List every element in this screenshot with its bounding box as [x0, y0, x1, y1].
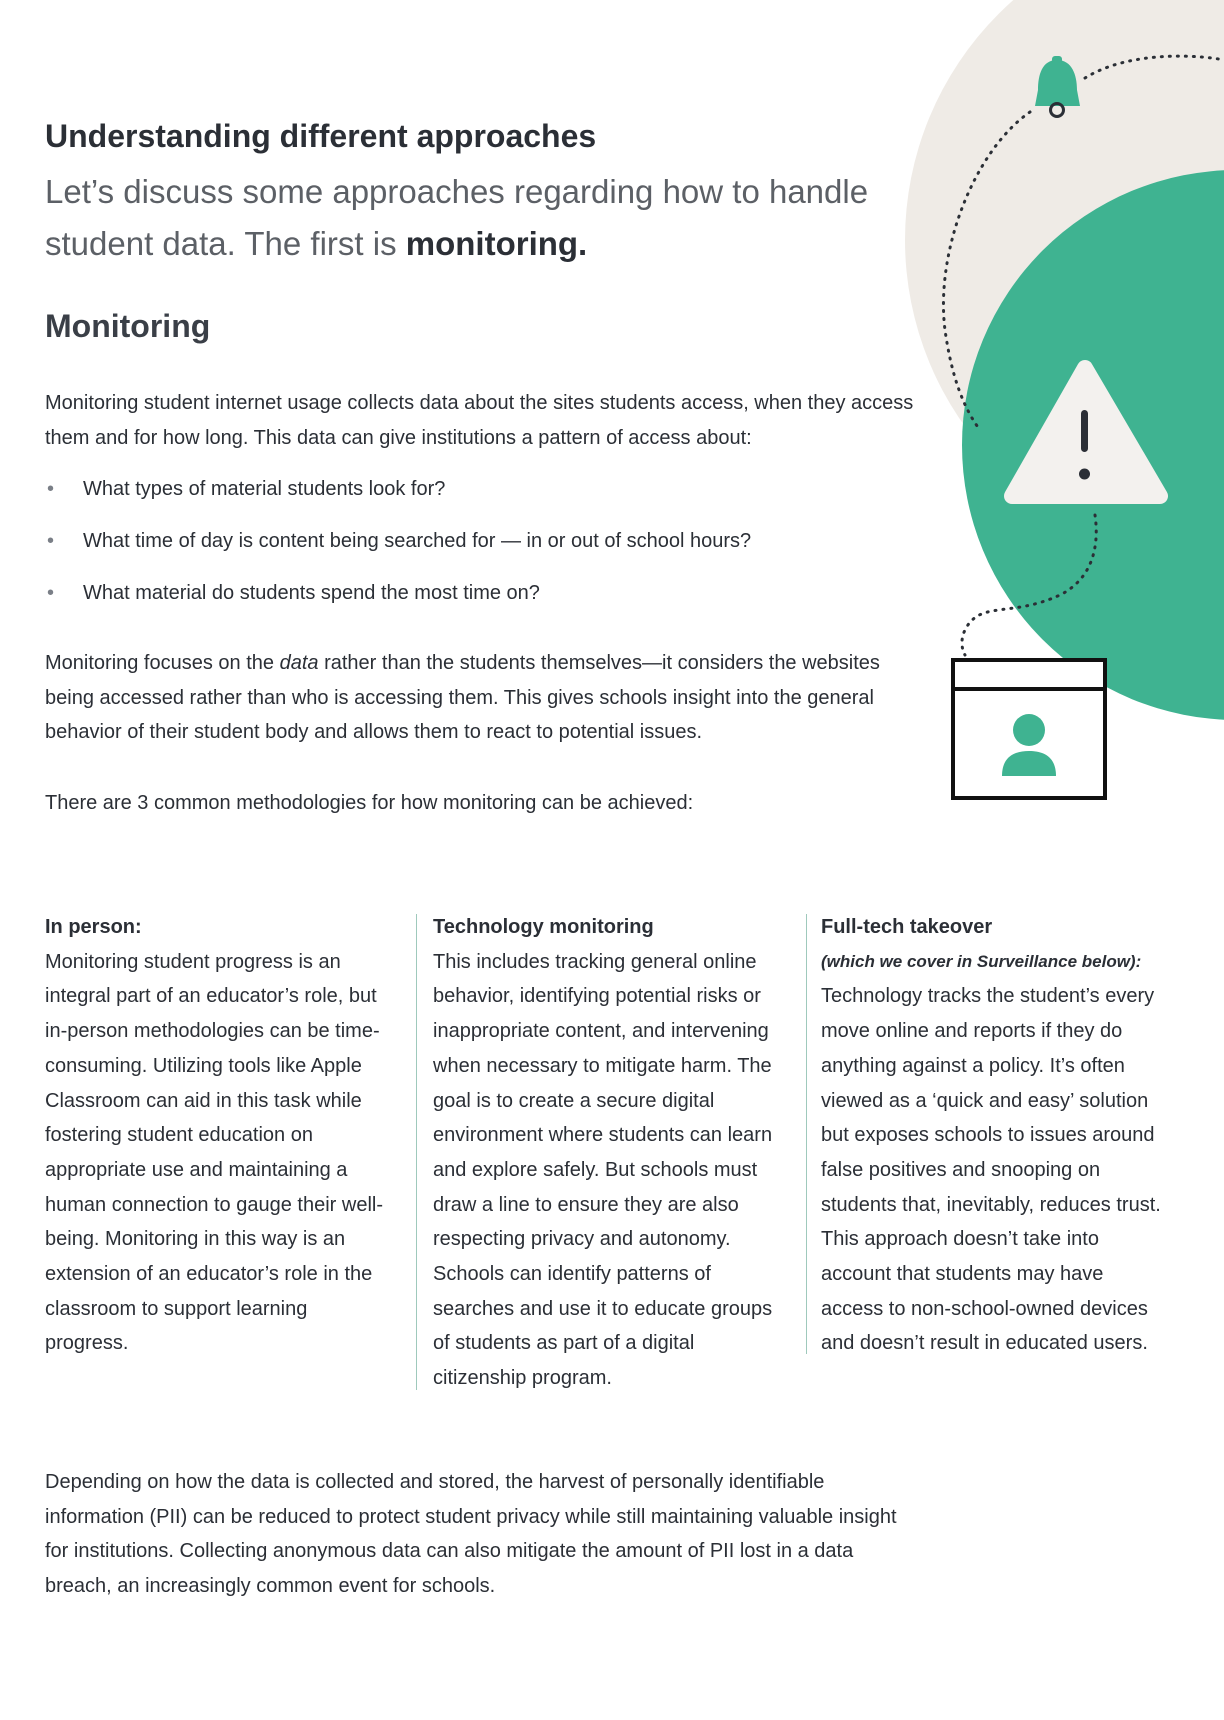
column-heading: In person: — [45, 916, 142, 938]
intro-text: Let’s discuss some approaches regarding how to handle student data. The first is monitoring. — [45, 173, 869, 262]
paragraph-monitoring-intro: Monitoring student internet usage collects data about the sites students access, when they access them and for how long. This data can give institutions a pattern of access about: — [45, 392, 914, 449]
bullet-item: • What types of material students look for? — [45, 472, 751, 506]
user-window-icon — [953, 660, 1105, 798]
column-divider — [806, 914, 807, 1354]
section-heading: Monitoring — [45, 308, 211, 344]
page-title: Understanding different approaches — [45, 118, 597, 154]
column-subheading: (which we cover in Surveillance below): — [821, 951, 1142, 971]
paragraph-methodologies: There are 3 common methodologies for how monitoring can be achieved: — [45, 792, 694, 814]
intro-bold: monitoring. — [405, 225, 588, 262]
italic-data-word: data — [279, 652, 319, 674]
bullet-list — [45, 472, 751, 628]
bullet-dot-icon: • — [47, 478, 55, 500]
column-in-person — [45, 910, 395, 1361]
paragraph-data-focus: Monitoring focuses on the data rather than the students themselves—it considers the websites being accessed rather than who is accessing them. This gives schools insight into the general behavior of their student body and allows them to react to potential issues. — [45, 652, 880, 743]
bullet-dot-icon: • — [47, 582, 55, 604]
bullet-dot-icon: • — [47, 530, 55, 552]
column-body: Monitoring student progress is an integral part of an educator’s role, but in-person methodologies can be time-consuming. Utilizing tools like Apple Classroom can aid in this task while fostering student education on appropriate use and maintaining a human connection to gauge their well-being. Monitoring in this way is an extension of an educator’s role in the classroom to support learning progress. — [45, 950, 383, 1355]
column-body: This includes tracking general online behavior, identifying potential risks or inappropriate content, and intervening when necessary to mitigate harm. The goal is to create a secure digital environment where students can learn and explore safely. But schools must draw a line to ensure they are also respecting privacy and autonomy. Schools can identify patterns of searches and use it to educate groups of students as part of a digital citizenship program. — [433, 950, 773, 1390]
bullet-item: • What material do students spend the most time on? — [45, 576, 751, 610]
column-technology-monitoring — [433, 910, 783, 1396]
paragraph-pii: Depending on how the data is collected and stored, the harvest of personally identifiable information (PII) can be reduced to protect student privacy while still maintaining valuable insight for institutions. Collecting anonymous data can also mitigate the amount of PII lost in a data breach, an increasingly common event for schools. — [45, 1471, 897, 1597]
column-body: Technology tracks the student’s every move online and reports if they do anything against a policy. It’s often viewed as a ‘quick and easy’ solution but exposes schools to issues around false positives and snooping on students that, inevitably, reduces trust. This approach doesn’t take into account that students may have access to non-school-owned devices and doesn’t result in educated users. — [821, 985, 1161, 1355]
bullet-item: • What time of day is content being searched for — in or out of school hours? — [45, 524, 751, 558]
column-heading: Technology monitoring — [433, 916, 654, 938]
column-heading: Full-tech takeover — [821, 916, 993, 938]
column-divider — [416, 914, 417, 1390]
column-full-tech-takeover — [821, 910, 1171, 1361]
